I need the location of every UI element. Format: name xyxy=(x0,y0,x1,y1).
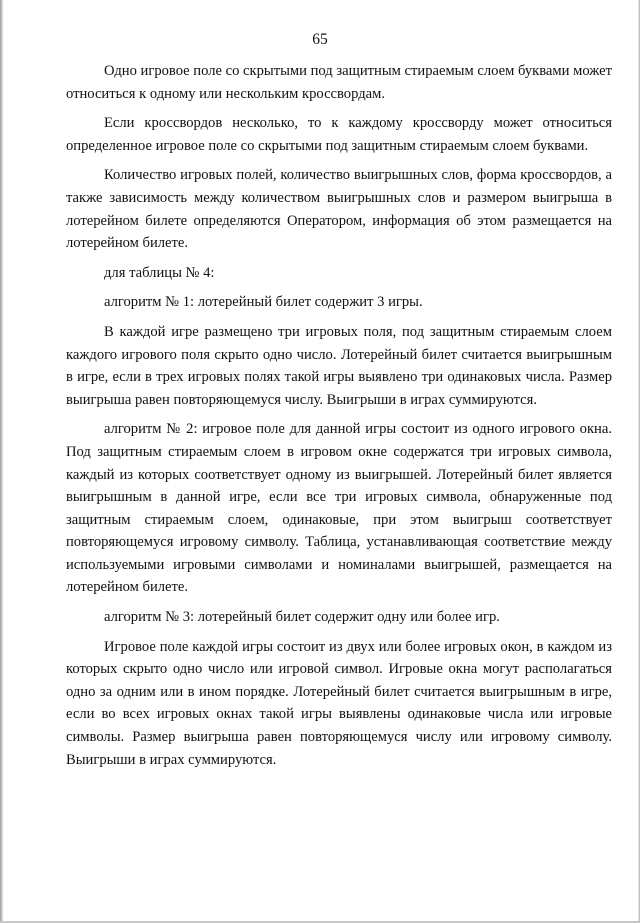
document-body xyxy=(66,60,612,778)
algorithm-1-description: В каждой игре размещено три игровых поля, под защитным стираемым слоем каждого игрового поля скрыто одно число. Лотерейный билет считается выигрышным в игре, если в трех игровых полях такой игры выявлено три одинаковых числа. Размер выигрыша равен повторяющемуся числу. Выигрыши в играх суммируются. xyxy=(66,323,612,408)
scan-edge-left xyxy=(0,0,3,923)
table-4-heading: для таблицы № 4: xyxy=(104,264,215,281)
paragraph-2: Если кроссвордов несколько, то к каждому кроссворду может относиться определенное игровое поле со скрытыми под защитным стираемым слоем буквами. xyxy=(66,115,612,154)
algorithm-1-heading: алгоритм № 1: лотерейный билет содержит 3 игры. xyxy=(104,294,423,311)
algorithm-3-heading: алгоритм № 3: лотерейный билет содержит одну или более игр. xyxy=(104,609,500,626)
paragraph-3: Количество игровых полей, количество выигрышных слов, форма кроссвордов, а также зависимость между количеством выигрышных слов и размером выигрыша в лотерейном билете определяются Оператором, информация об этом размещается на лотерейном билете. xyxy=(66,167,612,252)
paragraph-1: Одно игровое поле со скрытыми под защитным стираемым слоем буквами может относиться к одному или нескольким кроссвордам. xyxy=(66,63,613,102)
algorithm-2-description: алгоритм № 2: игровое поле для данной игры состоит из одного игрового окна. Под защитным стираемым слоем в игровом окне содержатся три игровых символа, каждый из которых соответствует одному из выигрышей. Лотерейный билет является выигрышным в данной игре, если все три игровых символа, обнаруженные под защитным стираемым слоем, одинаковые, при этом выигрыш соответствует повторяющемуся игровому символу. Таблица, устанавливающая соответствие между используемыми игровыми символами и номиналами выигрышей, размещается на лотерейном билете. xyxy=(66,421,612,596)
algorithm-3-description: Игровое поле каждой игры состоит из двух или более игровых окон, в каждом из которых скрыто одно число или игровой символ. Игровые окна могут располагаться одно за одним или в ином порядке. Лотерейный билет считается выигрышным в игре, если во всех игровых окнах такой игры выявлены одинаковые числа или игровые символы. Размер выигрыша равен повторяющемуся числу или игровому символу. Выигрыши в играх суммируются. xyxy=(66,638,612,768)
page-number: 65 xyxy=(312,31,328,48)
